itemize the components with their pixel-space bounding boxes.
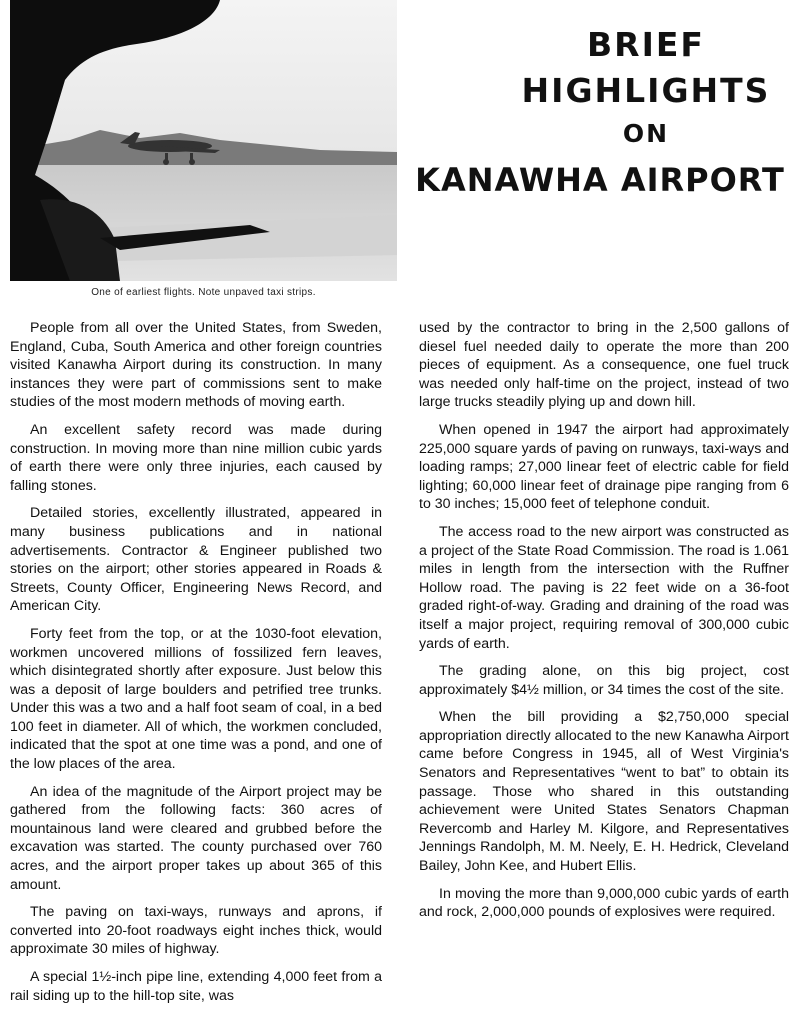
right-column [419,319,789,931]
paragraph: People from all over the United States, from Sweden, England, Cuba, South America and other foreign countries visited Kanawha Airport during its construction. In many instances they were part of commissions sent to make studies of the most modern methods of moving earth. [10,320,382,411]
paragraph: Forty feet from the top, or at the 1030-foot elevation, workmen uncovered millions of fossilized fern leaves, which disintegrated shortly after exposure. Just below this was a deposit of large boulders and petrified tree trunks. Under this was a two and a half foot seam of coal, in a bed 100 feet in diameter. All of which, the workmen concluded, indicated that the spot at one time was a pond, and one of the low places of the area. [10,625,382,773]
paragraph: When opened in 1947 the airport had approximately 225,000 square yards of paving on runways, taxi-ways and loading ramps; 27,000 linear feet of electric cable for field lighting; 60,000 linear feet of drainage pipe ranging from 6 to 30 inches; 15,000 feet of telephone conduit. [419,421,789,513]
left-column [10,319,382,1014]
photo-caption: One of earliest flights. Note unpaved taxi strips. [91,287,316,298]
airport-photo [10,0,397,281]
paragraph: The access road to the new airport was constructed as a project of the State Road Commission. The road is 1.061 miles in length from the intersection with the Ruffner Hollow road. The paving is 22 feet wide on a 36-foot graded right-of-way. Grading and draining of the road was itself a major project, requiring removal of 300,000 cubic yards of earth. [419,523,789,652]
paragraph: Detailed stories, excellently illustrated, appeared in many business publications and in national advertisements. Contractor & Engineer published two stories on the airport; other stories appeared in Roads & Streets, County Officer, Engineering News Record, and American City. [10,505,382,615]
headline-line-1: BRIEF [587,25,705,64]
paragraph: An idea of the magnitude of the Airport project may be gathered from the following facts: 360 acres of mountainous land were cleared and grubbed before the excavation was started. The county purchased over 760 acres, and the airport proper takes up about 365 of this amount. [10,783,382,893]
headline-line-3: ON [622,119,670,148]
headline [405,25,795,199]
paragraph: In moving the more than 9,000,000 cubic yards of earth and rock, 2,000,000 pounds of explosives were required. [419,885,789,921]
paragraph: A special 1½-inch pipe line, extending 4,000 feet from a rail siding up to the hill-top site, was [10,969,382,1004]
paragraph: The paving on taxi-ways, runways and aprons, if converted into 20-foot roadways eight inches thick, would approximate 30 miles of highway. [10,904,382,958]
headline-line-2: HIGHLIGHTS [521,71,771,110]
paragraph-continuation: used by the contractor to bring in the 2,500 gallons of diesel fuel needed daily to operate the more than 200 pieces of equipment. As a consequence, one fuel truck was needed only half-time on the project, instead of two large trucks steadily plying up and down hill. [419,320,789,411]
paragraph: When the bill providing a $2,750,000 special appropriation directly allocated to the new Kanawha Airport came before Congress in 1945, all of West Virginia's Senators and Representatives “went to bat” to obtain its passage. Those who shared in this outstanding achievement were United States Senators Chapman Revercomb and Harley M. Kilgore, and Representatives Jennings Randolph, M. M. Neely, E. H. Hedrick, Cleveland Bailey, John Kee, and Hubert Ellis. [419,709,789,875]
paragraph: An excellent safety record was made during construction. In moving more than nine million cubic yards of earth there were only three injuries, each caused by falling stones. [10,421,382,494]
headline-line-4: KANAWHA AIRPORT [415,161,785,199]
paragraph: The grading alone, on this big project, cost approximately $4½ million, or 34 times the cost of the site. [419,663,789,698]
